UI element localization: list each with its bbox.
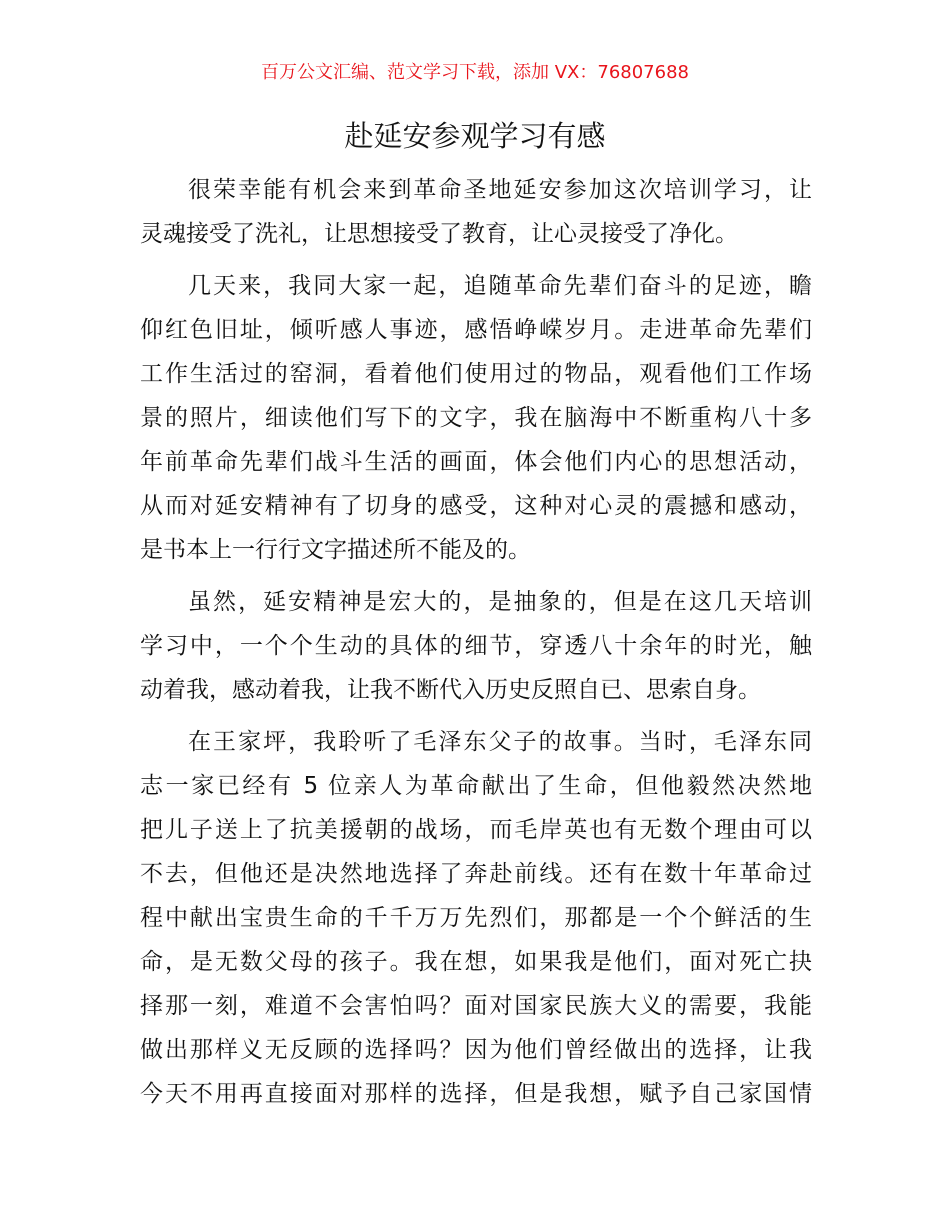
watermark-header: 百万公文汇编、范文学习下载，添加 VX：76807688 bbox=[261, 62, 689, 83]
paragraph bbox=[140, 580, 812, 712]
text-line: 几天来，我同大家一起，追随革命先辈们奋斗的足迹，瞻 bbox=[188, 273, 812, 299]
document-title: 赴延安参观学习有感 bbox=[344, 119, 606, 153]
paragraph bbox=[140, 264, 812, 572]
paragraph bbox=[140, 168, 812, 256]
text-line: 从而对延安精神有了切身的感受，这种对心灵的震撼和感动， bbox=[140, 493, 812, 519]
text-line: 工作生活过的窑洞，看着他们使用过的物品，观看他们工作场 bbox=[140, 361, 812, 387]
text-line: 把儿子送上了抗美援朝的战场，而毛岸英也有无数个理由可以 bbox=[140, 817, 812, 843]
text-line: 虽然，延安精神是宏大的，是抽象的，但是在这几天培训 bbox=[188, 589, 812, 615]
paragraph bbox=[140, 720, 812, 1116]
text-line: 今天不用再直接面对那样的选择，但是我想，赋予自己家国情 bbox=[140, 1081, 812, 1107]
text-line: 仰红色旧址，倾听感人事迹，感悟峥嵘岁月。走进革命先辈们 bbox=[140, 317, 812, 343]
text-line: 是书本上一行行文字描述所不能及的。 bbox=[140, 537, 531, 563]
text-line: 很荣幸能有机会来到革命圣地延安参加这次培训学习，让 bbox=[188, 177, 812, 203]
document-body bbox=[140, 168, 812, 1124]
text-line: 灵魂接受了洗礼，让思想接受了教育，让心灵接受了净化。 bbox=[140, 221, 738, 247]
text-line: 在王家坪，我聆听了毛泽东父子的故事。当时，毛泽东同 bbox=[188, 729, 812, 755]
text-line: 学习中，一个个生动的具体的细节，穿透八十余年的时光，触 bbox=[140, 633, 812, 659]
text-line: 择那一刻，难道不会害怕吗？面对国家民族大义的需要，我能 bbox=[140, 993, 812, 1019]
text-line: 命，是无数父母的孩子。我在想，如果我是他们，面对死亡抉 bbox=[140, 949, 812, 975]
text-line: 动着我，感动着我，让我不断代入历史反照自已、思索自身。 bbox=[140, 677, 761, 703]
text-line: 志一家已经有 5 位亲人为革命献出了生命，但他毅然决然地 bbox=[140, 773, 812, 799]
text-line: 程中献出宝贵生命的千千万万先烈们，那都是一个个鲜活的生 bbox=[140, 905, 812, 931]
text-line: 不去，但他还是决然地选择了奔赴前线。还有在数十年革命过 bbox=[140, 861, 812, 887]
text-line: 年前革命先辈们战斗生活的画面，体会他们内心的思想活动， bbox=[140, 449, 812, 475]
text-line: 景的照片，细读他们写下的文字，我在脑海中不断重构八十多 bbox=[140, 405, 812, 431]
text-line: 做出那样义无反顾的选择吗？因为他们曾经做出的选择，让我 bbox=[140, 1037, 812, 1063]
